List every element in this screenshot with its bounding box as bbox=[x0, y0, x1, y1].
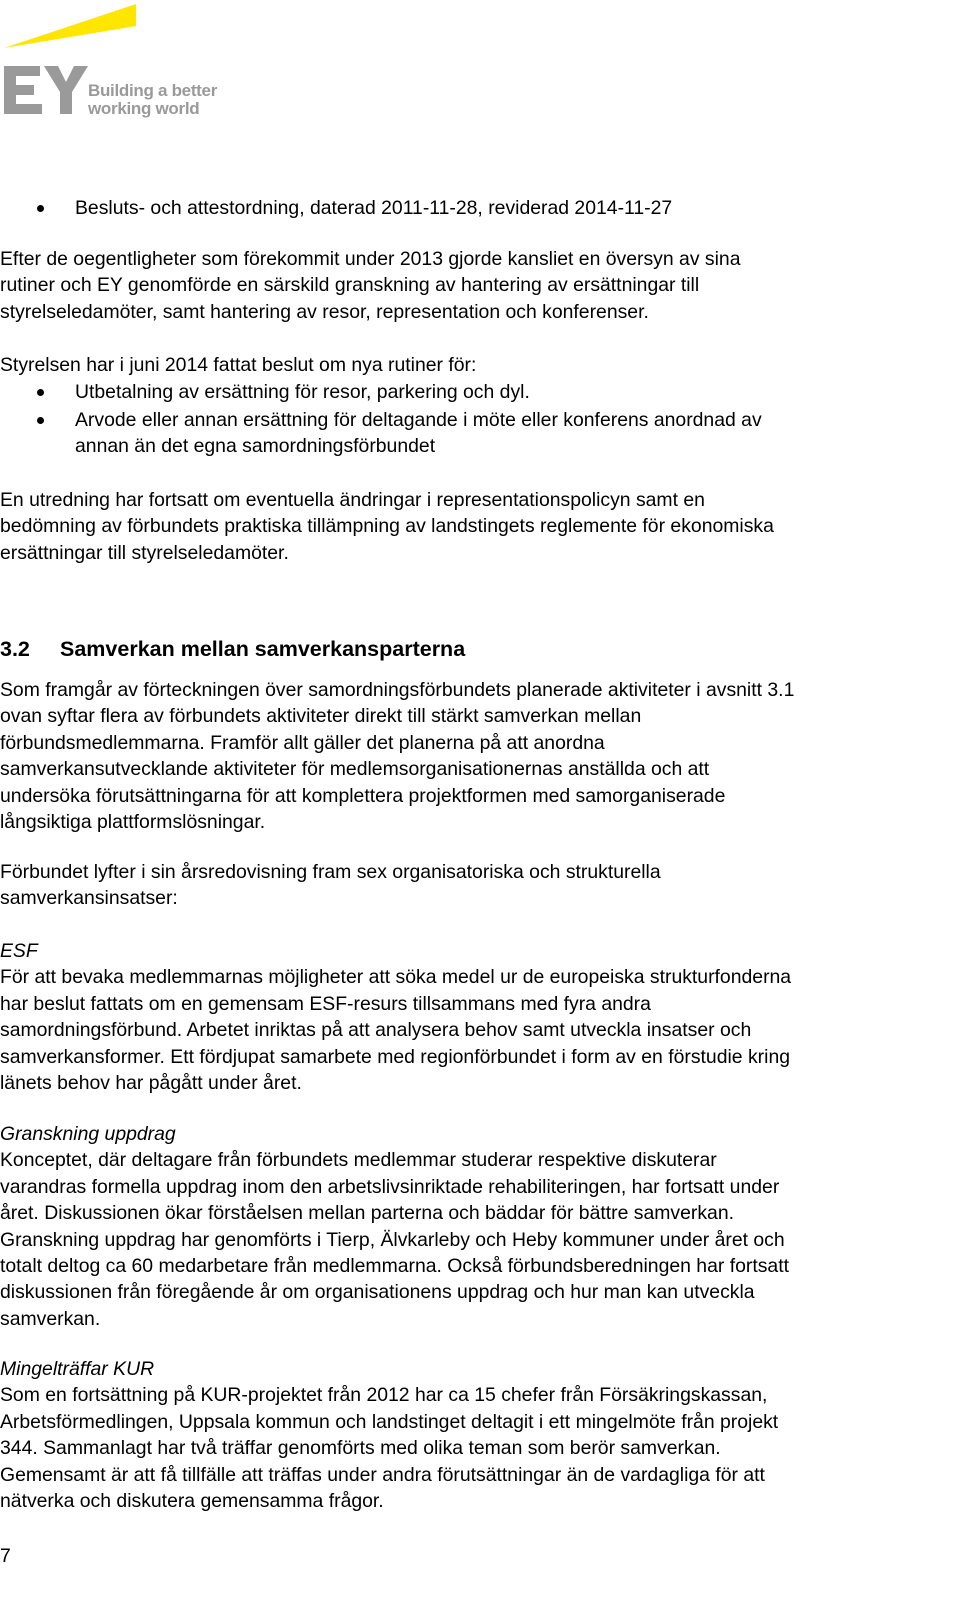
subheading-granskning: Granskning uppdrag bbox=[0, 1123, 176, 1145]
text-line: 344. Sammanlagt har två träffar genomförts med olika teman som berör samverkan. bbox=[0, 1437, 721, 1460]
text-line: Granskning uppdrag har genomförts i Tierp, Älvkarleby och Heby kommuner under året och bbox=[0, 1228, 785, 1251]
text-line: För att bevaka medlemmarnas möjligheter att söka medel ur de europeiska strukturfonderna bbox=[0, 966, 792, 989]
section-title: Samverkan mellan samverkansparterna bbox=[60, 637, 466, 661]
section-esf bbox=[0, 938, 945, 1096]
text-line: Arvode eller annan ersättning för deltagande i möte eller konferens anordnad av bbox=[75, 409, 762, 431]
text-line: Utbetalning av ersättning för resor, parkering och dyl. bbox=[75, 381, 530, 403]
text-line: Som en fortsättning på KUR-projektet från 2012 har ca 15 chefer från Försäkringskassan, bbox=[0, 1384, 768, 1407]
text-line: förbundsmedlemmarna. Framför allt gäller det planerna på att anordna bbox=[0, 731, 605, 754]
logo-tagline-line2: working world bbox=[88, 99, 200, 118]
logo-tagline bbox=[88, 82, 217, 118]
text-line: Arbetsförmedlingen, Uppsala kommun och landstinget deltagit i ett mingelmöte från projekt bbox=[0, 1410, 779, 1433]
text-line: har beslut fattats om en gemensam ESF-resurs tillsammans med fyra andra bbox=[0, 992, 651, 1015]
text-line: Förbundet lyfter i sin årsredovisning fram sex organisatoriska och strukturella bbox=[0, 861, 661, 883]
text-line: samverkan. bbox=[0, 1307, 101, 1330]
list-item-text bbox=[75, 379, 935, 405]
page-number: 7 bbox=[0, 1545, 11, 1567]
paragraph-review bbox=[0, 246, 945, 325]
bullet-icon bbox=[37, 389, 44, 396]
list-item-text bbox=[75, 407, 935, 460]
paragraph-cooperation bbox=[0, 677, 945, 835]
text-line: länets behov har pågått under året. bbox=[0, 1072, 302, 1095]
text-line: Efter de oegentligheter som förekommit under 2013 gjorde kansliet en översyn av sina bbox=[0, 248, 741, 270]
text-line: ersättningar till styrelseledamöter. bbox=[0, 541, 289, 564]
text-line: diskussionen från föregående år om organisationens uppdrag och hur man kan utveckla bbox=[0, 1281, 755, 1304]
text-line: varandras formella uppdrag inom den arbetslivsinriktade rehabiliteringen, har fortsatt under bbox=[0, 1175, 780, 1198]
section-mingel bbox=[0, 1356, 945, 1514]
text-line: totalt deltog ca 60 medarbetare från medlemmarna. Också förbundsberedningen har fortsatt bbox=[0, 1255, 789, 1278]
text-line: rutiner och EY genomförde en särskild granskning av hantering av ersättningar till bbox=[0, 274, 700, 297]
text-line: Styrelsen har i juni 2014 fattat beslut om nya rutiner för: bbox=[0, 354, 477, 376]
text-line: undersöka förutsättningarna för att komplettera projektformen med samorganiserade bbox=[0, 784, 726, 807]
text-line: samverkansutvecklande aktiviteter för medlemsorganisationernas anställda och att bbox=[0, 758, 710, 781]
text-line: samordningsförbund. Arbetet inriktas på att analysera behov samt utveckla insatser och bbox=[0, 1019, 752, 1042]
text-line: nätverka och diskutera gemensamma frågor. bbox=[0, 1490, 384, 1513]
text-line: samverkansinsatser: bbox=[0, 887, 178, 910]
subheading-esf: ESF bbox=[0, 940, 38, 962]
ey-logo bbox=[2, 2, 232, 122]
list-item-text: Besluts- och attestordning, daterad 2011-11-28, reviderad 2014-11-27 bbox=[75, 197, 673, 219]
text-line: En utredning har fortsatt om eventuella ändringar i representationspolicyn samt en bbox=[0, 489, 705, 511]
text-line: Konceptet, där deltagare från förbundets medlemmar studerar respektive diskuterar bbox=[0, 1149, 717, 1172]
text-line: långsiktiga plattformslösningar. bbox=[0, 811, 266, 834]
subheading-mingel: Mingelträffar KUR bbox=[0, 1358, 155, 1380]
logo-beam bbox=[4, 4, 136, 48]
paragraph-investigation bbox=[0, 487, 945, 566]
paragraph-annual-report bbox=[0, 859, 945, 912]
section-granskning bbox=[0, 1121, 945, 1332]
logo-letter-e bbox=[4, 66, 42, 114]
bullet-icon bbox=[37, 417, 44, 424]
section-heading bbox=[0, 636, 465, 662]
text-line: året. Diskussionen ökar förståelsen mellan parterna och bäddar för bättre samverkan. bbox=[0, 1202, 734, 1225]
paragraph-board-decision bbox=[0, 352, 945, 378]
text-line: ovan syftar flera av förbundets aktiviteter direkt till stärkt samverkan mellan bbox=[0, 705, 642, 728]
bullet-icon bbox=[37, 205, 44, 212]
text-line: Som framgår av förteckningen över samordningsförbundets planerade aktiviteter i avsnitt 3.1 bbox=[0, 679, 795, 701]
section-number: 3.2 bbox=[0, 637, 30, 661]
text-line: styrelseledamöter, samt hantering av resor, representation och konferenser. bbox=[0, 300, 649, 323]
text-line: annan än det egna samordningsförbundet bbox=[75, 435, 436, 458]
text-line: bedömning av förbundets praktiska tillämpning av landstingets reglemente för ekonomiska bbox=[0, 515, 774, 538]
text-line: samverkansformer. Ett fördjupat samarbete med regionförbundet i form av en förstudie kring bbox=[0, 1045, 791, 1068]
text-line: Gemensamt är att få tillfälle att träffas under andra förutsättningar än de vardagliga för att bbox=[0, 1463, 765, 1486]
logo-tagline-line1: Building a better bbox=[88, 81, 218, 100]
logo-letter-y bbox=[44, 66, 88, 114]
